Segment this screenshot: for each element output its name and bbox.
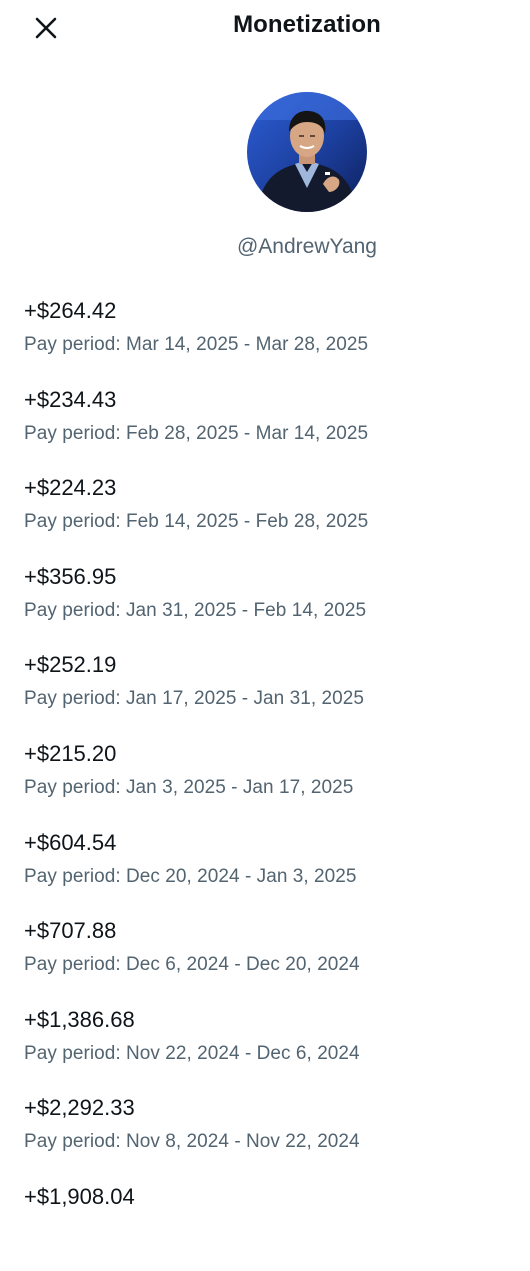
payout-item[interactable] (24, 296, 504, 385)
payout-item[interactable] (24, 650, 504, 739)
payout-amount: +$1,386.68 (24, 1006, 135, 1032)
payout-item[interactable] (24, 562, 504, 651)
payout-period: Pay period: Jan 3, 2025 - Jan 17, 2025 (24, 776, 354, 798)
payout-list (24, 296, 504, 1271)
payout-period: Pay period: Dec 6, 2024 - Dec 20, 2024 (24, 954, 360, 976)
payout-period: Pay period: Feb 14, 2025 - Feb 28, 2025 (24, 511, 369, 533)
payout-amount: +$224.23 (24, 475, 117, 501)
payout-amount: +$604.54 (24, 829, 117, 855)
payout-item[interactable] (24, 1093, 504, 1182)
payout-item[interactable] (24, 473, 504, 562)
avatar[interactable] (247, 92, 367, 212)
top-bar (0, 0, 530, 58)
payout-period: Pay period: Feb 28, 2025 - Mar 14, 2025 (24, 422, 369, 444)
payout-item[interactable] (24, 385, 504, 474)
payout-period: Pay period: Dec 20, 2024 - Jan 3, 2025 (24, 865, 357, 887)
profile-handle: @AndrewYang (236, 235, 377, 258)
payout-period: Pay period: Jan 17, 2025 - Jan 31, 2025 (24, 688, 364, 710)
payout-amount: +$252.19 (24, 652, 117, 678)
payout-amount: +$707.88 (24, 918, 117, 944)
profile-photo-icon (247, 92, 367, 212)
payout-item[interactable] (24, 739, 504, 828)
payout-item[interactable] (24, 1005, 504, 1094)
page-title: Monetization (233, 11, 381, 38)
payout-amount: +$234.43 (24, 386, 117, 412)
payout-item[interactable] (24, 916, 504, 1005)
payout-period: Pay period: Nov 22, 2024 - Dec 6, 2024 (24, 1042, 360, 1064)
payout-period: Pay period: Mar 14, 2025 - Mar 28, 2025 (24, 334, 369, 355)
payout-period: Pay period: Jan 31, 2025 - Feb 14, 2025 (24, 599, 367, 621)
payout-amount: +$356.95 (24, 563, 117, 589)
payout-amount: +$215.20 (24, 740, 117, 766)
payout-item[interactable] (24, 1182, 504, 1271)
payout-period: Pay period: Nov 8, 2024 - Nov 22, 2024 (24, 1131, 360, 1153)
payout-item[interactable] (24, 828, 504, 917)
payout-amount: +$264.42 (24, 298, 117, 323)
payout-amount: +$1,908.04 (24, 1183, 135, 1209)
payout-amount: +$2,292.33 (24, 1095, 135, 1121)
